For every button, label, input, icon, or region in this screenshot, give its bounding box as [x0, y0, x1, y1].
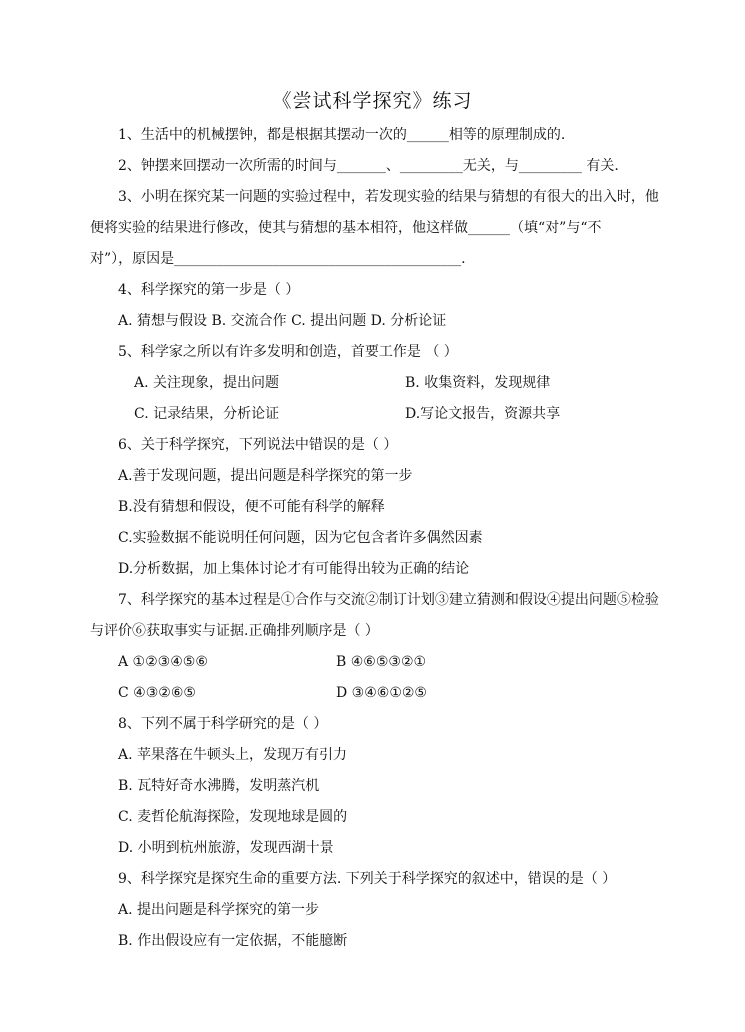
question-3-line-1: 3、小明在探究某一问题的实验过程中，若发现实验的结果与猜想的有很大的出入时，他	[118, 189, 659, 205]
question-8: 8、下列不属于科学研究的是（ ）	[118, 716, 328, 732]
question-2: 2、钟摆来回摆动一次所需的时间与_______、_________无关，与_________ 有关.	[118, 158, 619, 174]
question-8-option-b: B. 瓦特好奇水沸腾，发明蒸汽机	[118, 778, 320, 794]
question-6: 6、关于科学探究，下列说法中错误的是（ ）	[118, 437, 398, 453]
question-5: 5、科学家之所以有许多发明和创造，首要工作是 （ ）	[118, 344, 458, 360]
question-4-options: A. 猜想与假设 B. 交流合作 C. 提出问题 D. 分析论证	[118, 313, 447, 329]
question-6-option-d: D.分析数据，加上集体讨论才有可能得出较为正确的结论	[118, 561, 470, 577]
question-7-option-a: A ①②③④⑤⑥	[118, 654, 208, 670]
question-8-option-a: A. 苹果落在牛顿头上，发现万有引力	[118, 747, 348, 763]
question-5-option-d: D.写论文报告，资源共享	[405, 406, 561, 422]
question-7-line-1: 7、科学探究的基本过程是①合作与交流②制订计划③建立猜测和假设④提出问题⑤检验	[118, 592, 659, 608]
question-5-option-b: B. 收集资料，发现规律	[405, 375, 551, 391]
question-6-option-c: C.实验数据不能说明任何问题，因为它包含者许多偶然因素	[118, 530, 483, 546]
question-8-option-d: D. 小明到杭州旅游，发现西湖十景	[118, 840, 334, 856]
page-title: 《尝试科学探究》练习	[272, 90, 473, 112]
question-7-option-c: C ④③②⑥⑤	[118, 685, 196, 701]
question-7-line-2: 与评价⑥获取事实与证据.正确排列顺序是（ ）	[90, 623, 379, 639]
question-4: 4、科学探究的第一步是（ ）	[118, 282, 300, 298]
question-1: 1、生活中的机械摆钟，都是根据其摆动一次的______相等的原理制成的.	[118, 127, 566, 143]
question-3-line-2: 便将实验的结果进行修改，使其与猜想的基本相符，他这样做______（填“对”与“不	[90, 220, 602, 236]
question-9: 9、科学探究是探究生命的重要方法. 下列关于科学探究的叙述中，错误的是（ ）	[118, 871, 617, 887]
question-6-option-b: B.没有猜想和假设，便不可能有科学的解释	[118, 499, 385, 515]
question-6-option-a: A.善于发现问题，提出问题是科学探究的第一步	[118, 468, 413, 484]
question-7-option-b: B ④⑥⑤③②①	[336, 654, 427, 670]
question-9-option-a: A. 提出问题是科学探究的第一步	[118, 902, 320, 918]
question-3-line-3: 对”），原因是_________________________________________.	[90, 251, 466, 267]
question-5-option-c: C. 记录结果，分析论证	[134, 406, 280, 422]
question-5-option-a: A. 关注现象，提出问题	[134, 375, 280, 391]
question-9-option-b: B. 作出假设应有一定依据，不能臆断	[118, 933, 348, 949]
question-8-option-c: C. 麦哲伦航海探险，发现地球是圆的	[118, 809, 348, 825]
question-7-option-d: D ③④⑥①②⑤	[336, 685, 427, 701]
